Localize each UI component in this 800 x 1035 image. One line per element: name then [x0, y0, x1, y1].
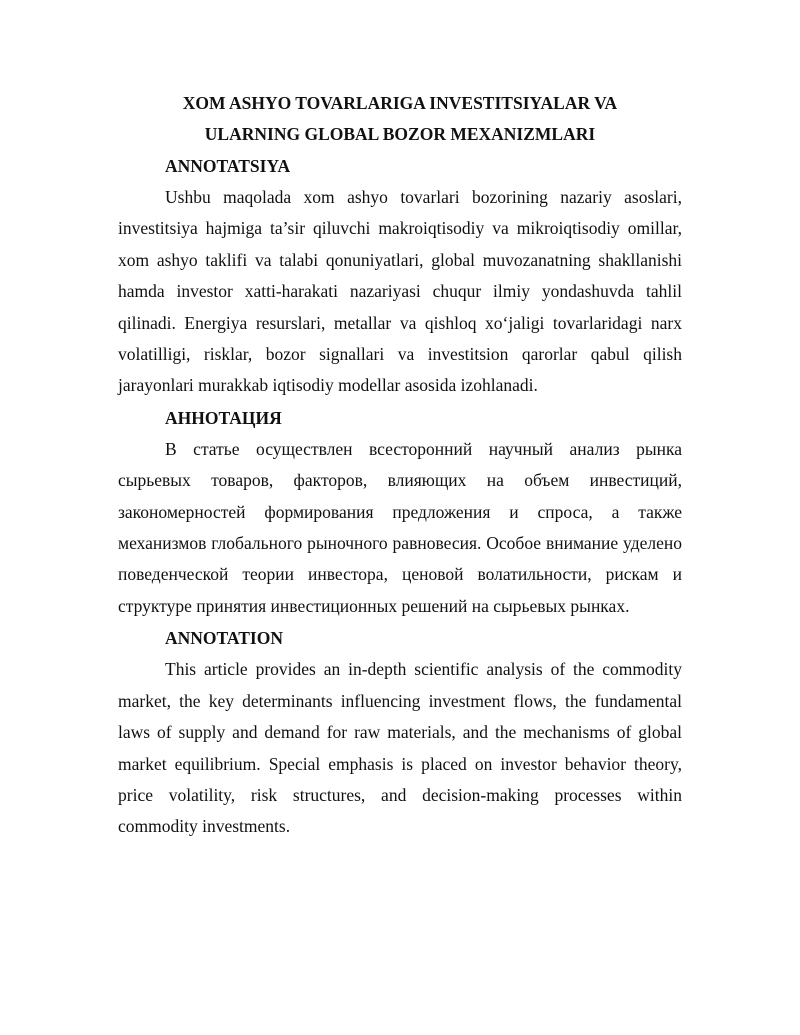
section-paragraph: В статье осуществлен всесторонний научный анализ рынка сырьевых товаров, факторов, влияющих на объем инвестиций, закономерностей формирования предложения и спроса, а также механизмов глобального рыночного равновесия. Особое внимание уделено поведенческой теории инвестора, ценовой волатильности, рискам и структуре принятия инвестиционных решений на сырьевых рынках.	[118, 438, 682, 616]
abstract-english	[118, 623, 682, 842]
section-paragraph: This article provides an in-depth scientific analysis of the commodity market, the key determinants influencing investment flows, the fundamental laws of supply and demand for raw materials, and the mechanisms of global market equilibrium. Special emphasis is placed on investor behavior theory, price volatility, risk structures, and decision-making processes within commodity investments.	[118, 659, 682, 837]
section-heading: ANNOTATSIYA	[165, 156, 291, 176]
section-paragraph: Ushbu maqolada xom ashyo tovarlari bozorining nazariy asoslari, investitsiya hajmiga ta’sir qiluvchi makroiqtisodiy va mikroiqtisodiy omillar, xom ashyo taklifi va talabi qonuniyatlari, global muvozanatning shakllanishi hamda investor xatti-harakati nazariyasi chuqur ilmiy yondashuvda tahlil qilinadi. Energiya resurslari, metallar va qishloq xo‘jaligi tovarlaridagi narx volatilligi, risklar, bozor signallari va investitsion qarorlar qabul qilish jarayonlari murakkab iqtisodiy modellar asosida izohlanadi.	[118, 187, 682, 396]
document-page	[118, 88, 682, 844]
title-line-1: XOM ASHYO TOVARLARIGA INVESTITSIYALAR VA	[182, 93, 618, 113]
abstract-russian	[118, 403, 682, 622]
abstract-uzbek	[118, 151, 682, 402]
section-heading: АННОТАЦИЯ	[165, 407, 282, 428]
section-heading: ANNOTATION	[165, 628, 283, 649]
document-title	[118, 88, 682, 150]
title-line-2: ULARNING GLOBAL BOZOR MEXANIZMLARI	[204, 124, 596, 144]
